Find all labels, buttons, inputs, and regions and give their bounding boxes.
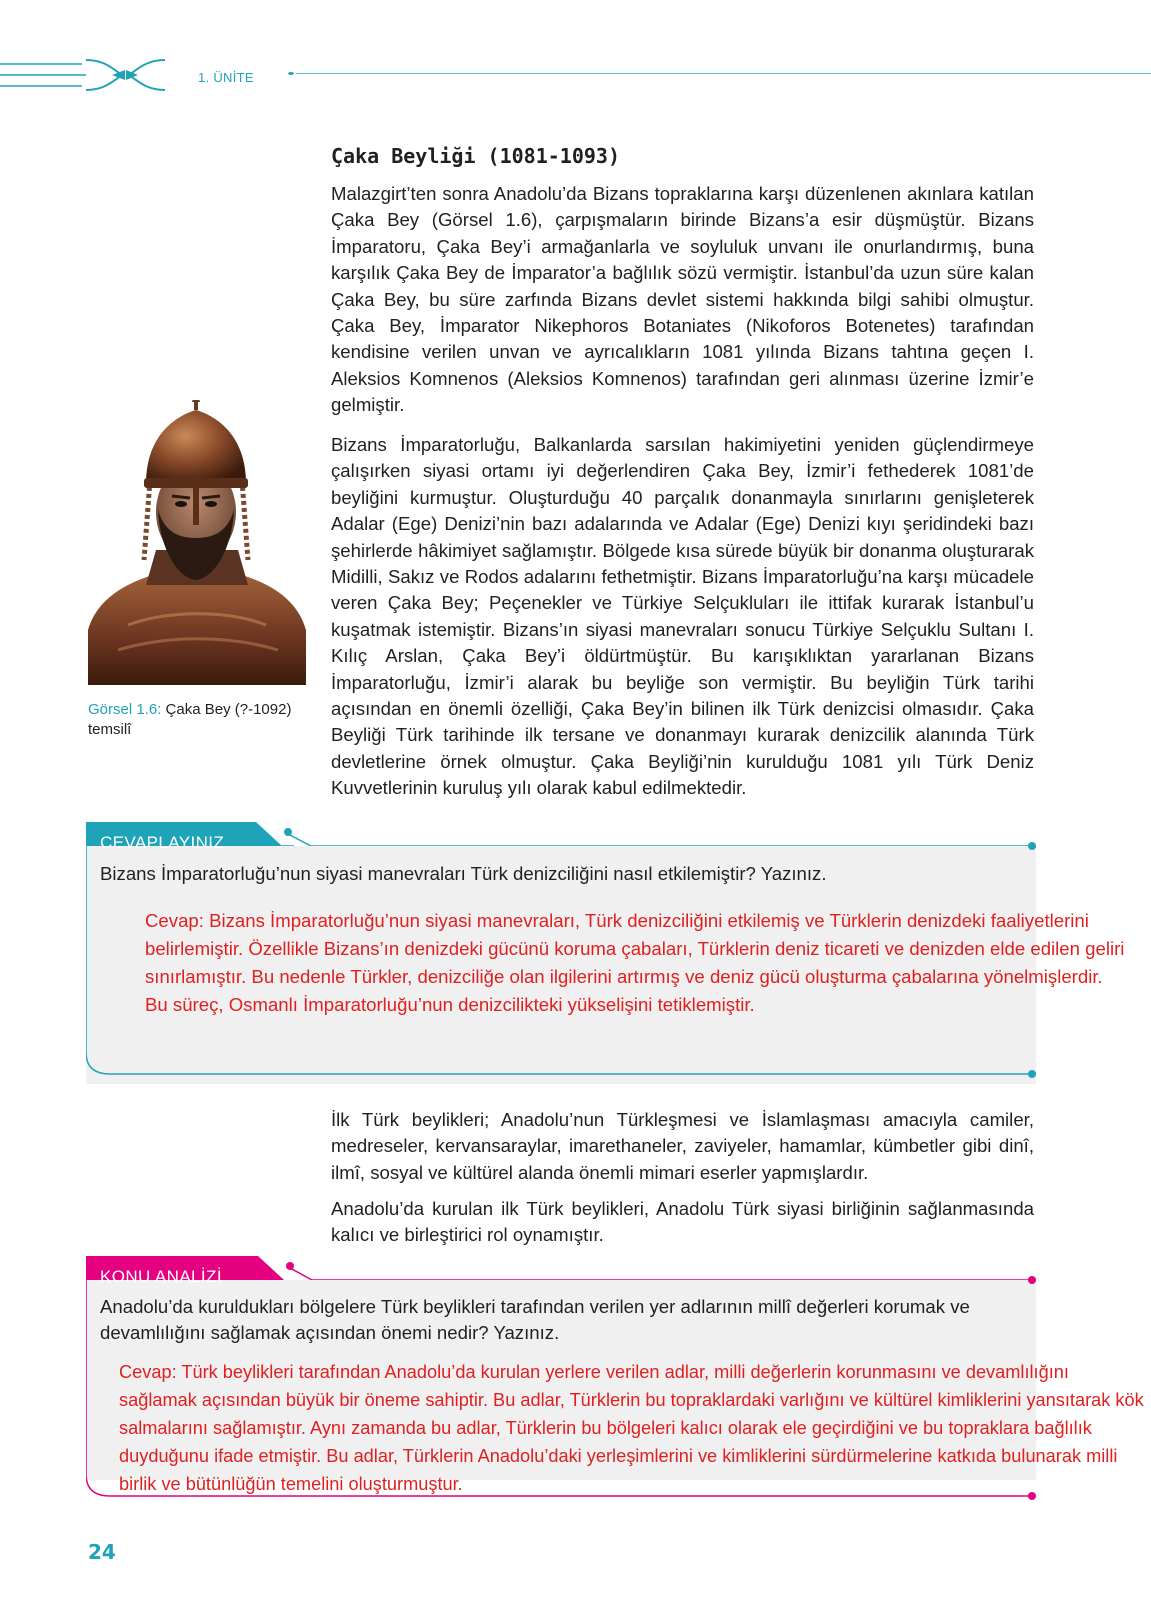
unit-label: 1. ÜNİTE — [198, 70, 254, 85]
page-number: 24 — [88, 1540, 116, 1564]
caka-bey-portrait — [88, 400, 306, 685]
paragraph-3: İlk Türk beylikleri; Anadolu’nun Türkleşmesi ve İslamlaşması amacıyla camiler, medreseler, kervansaraylar, imarethaneler, zaviyeler, hamamlar, kümbetler gibi dinî, ilmî, sosyal ve kültürel alanda önemli mimari eserler yapmışlardır. — [331, 1109, 1034, 1183]
paragraph-1: Malazgirt’ten sonra Anadolu’da Bizans topraklarına karşı düzenlenen akınlara katılan Çaka Bey (Görsel 1.6), çarpışmaların birinde Bizans’a esir düşmüştür. Bizans İmparatoru, Çaka Bey’i armağanlarla ve soyluluk unvanı ile onurlandırmış, buna karşılık Çaka Bey de İmparator’a bağlılık sözü vermiştir. İstanbul’da uzun süre kalan Çaka Bey, bu süre zarfında Bizans devlet sistemi hakkında bilgi sahibi olmuştur. Çaka Bey, İmparator Nikephoros Botaniates (Nikoforos Botenetes) tarafından kendisine verilen unvan ve ayrıcalıkların 1081 yılında Bizans tahtına geçen I. Aleksios Komnenos (Aleksios Komnenos) tarafından geri alınması üzerine İzmir’e gelmiştir. — [331, 183, 1034, 416]
paragraph-4: Anadolu’da kurulan ilk Türk beylikleri, Anadolu Türk siyasi birliğinin sağlanmasında kalıcı ve birleştirici rol oynamıştır. — [331, 1198, 1034, 1246]
konu-analizi-tag: KONU ANALİZİ — [100, 1267, 222, 1286]
answer-2: Cevap: Türk beylikleri tarafından Anadolu’da kurulan yerlere verilen adlar, milli değerlerin korunmasını ve devamlılığını sağlamak açısından büyük bir öneme sahiptir. Bu adlar, Türklerin bu topraklardaki varlığını ve kültürel kimliklerini yansıtarak kök salmalarını sağlamıştır. Aynı zamanda bu adlar, Türklerin bu bölgeleri kalıcı olarak ele geçirdiğini ve bu topraklara bağlılık duyduğunu ifade etmiştir. Bu adlar, Türklerin Anadolu’daki yerleşimlerini ve kimliklerini sürdürmelerine katkıda bulunarak milli birlik ve bütünlüğün temelini oluşturmuştur. — [119, 1362, 1144, 1494]
header-ornament — [0, 56, 175, 96]
header-rule — [288, 72, 1151, 75]
section-title: Çaka Beyliği (1081-1093) — [331, 144, 620, 168]
figure-caption — [88, 700, 298, 740]
question-2: Anadolu’da kuruldukları bölgelere Türk beylikleri tarafından verilen yer adlarının millî değerleri korumak ve devamlılığını sağlamak açısından önemi nedir? Yazınız. — [100, 1296, 970, 1344]
answer-1: Cevap: Bizans İmparatorluğu’nun siyasi manevraları, Türk denizciliğini etkilemiş ve Türklerin denizdeki faaliyetlerini belirlemiştir. Özellikle Bizans’ın denizdeki gücünü koruma çabaları, Türklerin deniz ticareti ve denizden elde edilen geliri sınırlamıştır. Bu nedenle Türkler, denizciliğe olan ilgilerini artırmış ve deniz gücü oluşturma çabalarına yönelmişlerdir. Bu süreç, Osmanlı İmparatorluğu’nun denizcilikteki yükselişini tetiklemiştir. — [145, 910, 1125, 1015]
figure-caption-text: Çaka Bey (?-1092) temsilî — [88, 701, 292, 738]
cevaplayiniz-tag: CEVAPLAYINIZ — [100, 833, 225, 852]
question-1: Bizans İmparatorluğu’nun siyasi manevraları Türk denizciliğini nasıl etkilemiştir? Yazınız. — [100, 863, 827, 884]
figure-caption-label: Görsel 1.6: — [88, 701, 162, 718]
paragraph-2: Bizans İmparatorluğu, Balkanlarda sarsılan hakimiyetini yeniden güçlendirmeye çalışırken siyasi ortamı iyi değerlendiren Çaka Bey, İzmir’i fethederek 1081’de beyliğini kurmuştur. Oluşturduğu 40 parçalık donanmayla sınırlarını genişleterek Adalar (Ege) Denizi’nin bazı adalarında ve Adalar (Ege) Denizi kıyı şeridindeki bazı şehirlerde hâkimiyet sağlamıştır. Bölgede kısa sürede büyük bir donanma oluşturarak Midilli, Sakız ve Rodos adalarını fethetmiştir. Bizans İmparatorluğu’na karşı mücadele veren Çaka Bey; Peçenekler ve Türkiye Selçukluları ile ittifak kurarak İstanbul’u kuşatmak istemiştir. Bizans’ın siyasi manevraları sonucu Türkiye Selçuklu Sultanı I. Kılıç Arslan, Çaka Bey’i öldürtmüştür. Bu karışıklıktan yararlanan Bizans İmparatorluğu, İzmir’i alarak bu beyliğe son vermiştir. Bu beyliğin Türk tarihi açısından en önemli özelliği, Çaka Bey’in bilinen ilk Türk denizcisi olmasıdır. Çaka Beyliği Türk tarihinde ilk tersane ve donanmayı kurarak denizcilik alanında Türk devletlerine örnek olmuştur. Çaka Beyliği’nin kurulduğu 1081 yılı Türk Deniz Kuvvetlerinin kuruluş yılı olarak kabul edilmektedir. — [331, 434, 1034, 799]
